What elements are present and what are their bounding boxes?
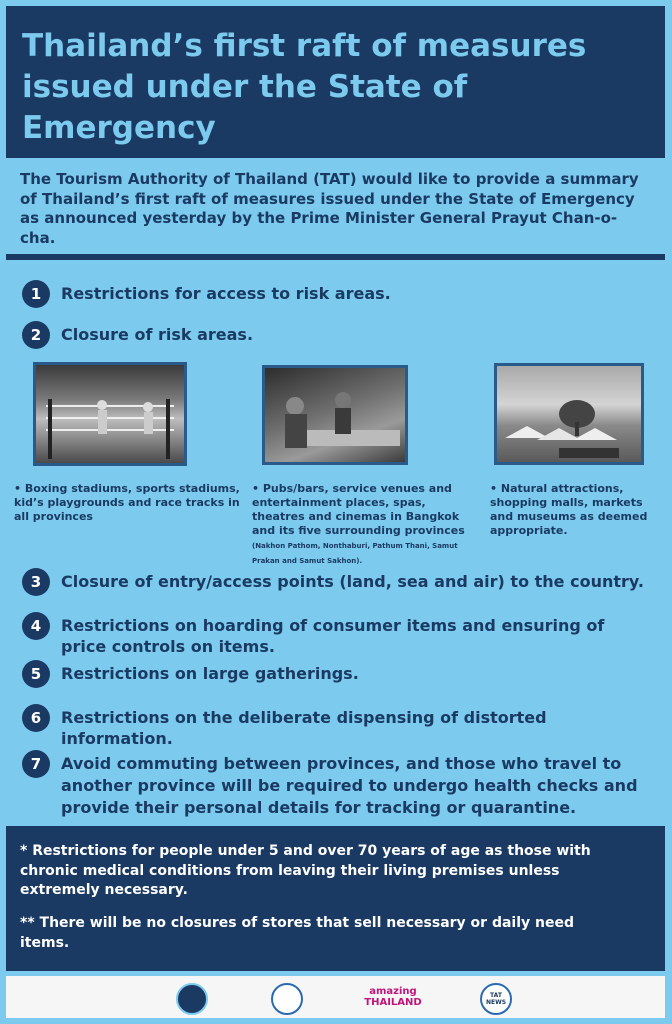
measure-number: 2 (22, 321, 50, 349)
page-title: Thailand’s first raft of measures issued under the State of Emergency (22, 28, 587, 146)
natural-attraction-photo (494, 363, 644, 465)
measure-text: Restrictions on the deliberate dispensing of distorted information. (61, 708, 547, 748)
measure-4 (22, 612, 621, 657)
measure-7 (22, 750, 651, 819)
boxing-stadium-photo (33, 362, 187, 466)
measure-1 (22, 280, 391, 308)
spa-massage-image (265, 368, 405, 462)
measure-number: 1 (22, 280, 50, 308)
caption-pubs-bars-text: • Pubs/bars, service venues and entertainment places, spas, theatres and cinemas in Bangkok and its five surrounding provinces (252, 482, 465, 537)
measure-text: Closure of risk areas. (61, 325, 254, 344)
measure-6 (22, 704, 661, 749)
measure-text: Avoid commuting between provinces, and those who travel to another province will be required to undergo health checks and provide their personal details for tracking or quarantine. (61, 754, 638, 817)
ministry-seal-icon (176, 983, 208, 1015)
measure-text: Restrictions on hoarding of consumer items and ensuring of price controls on items. (61, 616, 605, 656)
measure-number: 6 (22, 704, 50, 732)
note-age-restrictions: * Restrictions for people under 5 and over 70 years of age as those with chronic medical conditions from leaving their living premises unless extremely necessary. (20, 843, 591, 898)
tat-emblem-icon (271, 983, 303, 1015)
divider-top (6, 254, 665, 260)
measure-5 (22, 660, 359, 688)
measure-number: 3 (22, 568, 50, 596)
measure-number: 7 (22, 750, 50, 778)
caption-pubs-bars (252, 482, 474, 568)
measure-3 (22, 568, 651, 596)
tat-news-logo: TAT NEWS (480, 983, 512, 1015)
boxing-ring-image (36, 365, 184, 463)
caption-boxing-stadiums: • Boxing stadiums, sports stadiums, kid’s playgrounds and race tracks in all provinces (14, 482, 240, 523)
measure-text: Restrictions on large gatherings. (61, 664, 359, 683)
measure-text: Closure of entry/access points (land, sea and air) to the country. (61, 572, 644, 591)
note-stores-open: ** There will be no closures of stores that sell necessary or daily need items. (20, 915, 574, 951)
measure-number: 5 (22, 660, 50, 688)
notes-box (6, 826, 665, 971)
caption-provinces-list: (Nakhon Pathom, Nonthaburi, Pathum Thani, Samut Prakan and Samut Sakhon). (252, 542, 458, 565)
campsite-image (497, 366, 641, 462)
header-banner (6, 6, 665, 158)
measure-text: Restrictions for access to risk areas. (61, 284, 391, 303)
spa-photo (262, 365, 408, 465)
intro-text: The Tourism Authority of Thailand (TAT) would like to provide a summary of Thailand’s first raft of measures issued under the State of Emergency as announced yesterday by the Prime Minister General Prayut Chan-o-cha. (20, 170, 639, 247)
amazing-thailand-logo: amazing THAILAND (364, 986, 422, 1008)
footer-logos (6, 976, 665, 1018)
measure-number: 4 (22, 612, 50, 640)
caption-natural-attractions: • Natural attractions, shopping malls, markets and museums as deemed appropriate. (490, 482, 648, 537)
measure-2 (22, 321, 253, 349)
